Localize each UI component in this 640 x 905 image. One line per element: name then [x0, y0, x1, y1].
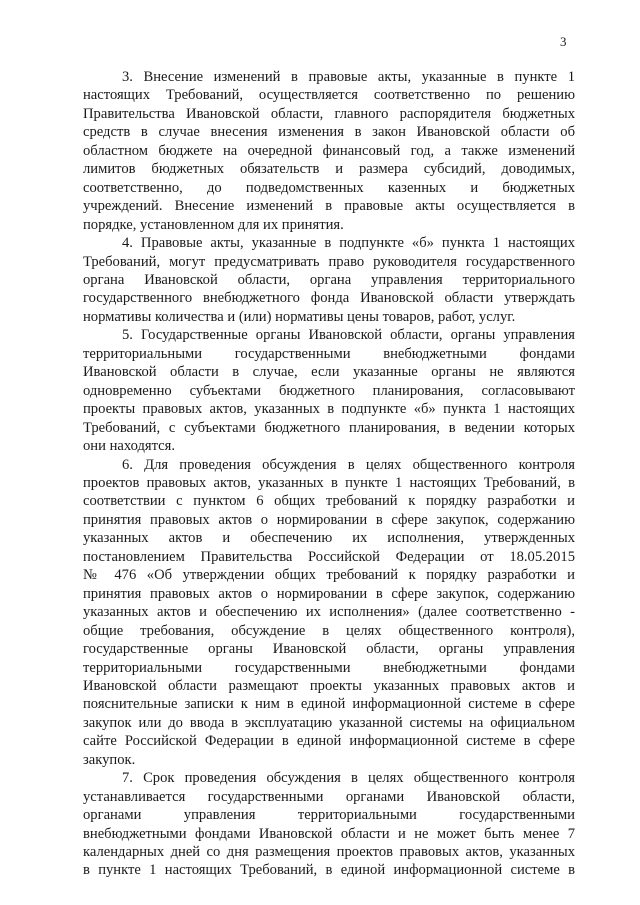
text-line: областном бюджете на очередной финансовый год, а также изменений	[83, 142, 575, 159]
text-line: одновременно субъектами бюджетного планирования, согласовывают	[83, 382, 575, 399]
text-line: нормативы количества и (или) нормативы цены товаров, работ, услуг.	[83, 308, 516, 325]
text-line: Ивановской области в случае, если указанные органы не являются	[83, 364, 575, 381]
text-line: государственные органы Ивановской области, органы управления	[83, 641, 575, 658]
text-line: Ивановской области размещают проекты указанных правовых актов и	[83, 677, 575, 694]
text-line: настоящих Требований, осуществляется соответственно по решению	[83, 87, 575, 104]
text-line: календарных дней со дня размещения проектов правовых актов, указанных	[83, 844, 575, 861]
text-line: общие требования, обсуждение в целях общественного контроля),	[83, 622, 575, 639]
text-line: лимитов бюджетных обязательств и размера субсидий, доводимых,	[83, 161, 575, 178]
page-number: 3	[560, 34, 567, 49]
text-line: сайте Российской Федерации в единой информационной системе в сфере	[83, 733, 575, 750]
text-line: соответственно, до подведомственных казенных и бюджетных	[83, 179, 575, 196]
text-line: указанных актов и обеспечению их исполнения» (далее соответственно -	[83, 604, 575, 621]
text-line: устанавливается государственными органами Ивановской области,	[83, 788, 575, 805]
text-line: 7. Срок проведения обсуждения в целях общественного контроля	[122, 770, 575, 787]
text-line: 5. Государственные органы Ивановской области, органы управления	[122, 327, 575, 344]
paragraph-3	[83, 68, 575, 234]
text-line: соответствии с пунктом 6 общих требований к порядку разработки и	[83, 493, 575, 510]
text-line: принятия правовых актов о нормировании в сфере закупок, содержанию	[83, 585, 575, 602]
text-line: органами управления территориальными государственными	[83, 807, 575, 824]
text-line: № 476 «Об утверждении общих требований к порядку разработки и	[83, 567, 575, 584]
text-line: государственного внебюджетного фонда Ивановской области утверждать	[83, 290, 575, 307]
paragraph-4	[83, 234, 575, 326]
text-line: проектов правовых актов, указанных в пункте 1 настоящих Требований, в	[83, 474, 575, 491]
text-line: закупок.	[83, 751, 136, 768]
text-line: средств в случае внесения изменения в закон Ивановской области об	[83, 124, 575, 141]
text-line: Требований, могут предусматривать право руководителя государственного	[83, 253, 575, 270]
paragraph-5	[83, 326, 575, 455]
text-line: закупок или до ввода в эксплуатацию указанной системы на официальном	[83, 714, 575, 731]
text-line: внебюджетными фондами Ивановской области и не может быть менее 7	[83, 825, 575, 842]
text-line: указанных актов и обеспечению их исполнения, утвержденных	[83, 530, 575, 547]
paragraph-6	[83, 456, 575, 770]
text-line: 4. Правовые акты, указанные в подпункте «б» пункта 1 настоящих	[122, 235, 575, 252]
text-line: Правительства Ивановской области, главного распорядителя бюджетных	[83, 105, 575, 122]
document-body	[83, 68, 575, 880]
text-line: пояснительные записки к ним в единой информационной системе в сфере	[83, 696, 575, 713]
text-line: они находятся.	[83, 438, 176, 455]
text-line: 3. Внесение изменений в правовые акты, указанные в пункте 1	[122, 69, 575, 85]
text-line: территориальными государственными внебюджетными фондами	[83, 659, 575, 676]
paragraph-7	[83, 769, 575, 880]
text-line: территориальными государственными внебюджетными фондами	[83, 345, 575, 362]
text-line: органа Ивановской области, органа управления территориального	[83, 271, 575, 288]
text-line: учреждений. Внесение изменений в правовые акты осуществляется в	[83, 198, 575, 215]
text-line: постановлением Правительства Российской Федерации от 18.05.2015	[83, 548, 575, 565]
text-line: проекты правовых актов, указанных в подпункте «б» пункта 1 настоящих	[83, 401, 575, 418]
text-line: порядке, установленном для их принятия.	[83, 216, 344, 233]
text-line: принятия правовых актов о нормировании в сфере закупок, содержанию	[83, 511, 575, 528]
text-line: в пункте 1 настоящих Требований, в единой информационной системе в	[83, 862, 575, 879]
text-line: 6. Для проведения обсуждения в целях общественного контроля	[122, 456, 575, 473]
text-line: Требований, с субъектами бюджетного планирования, в ведении которых	[83, 419, 575, 436]
